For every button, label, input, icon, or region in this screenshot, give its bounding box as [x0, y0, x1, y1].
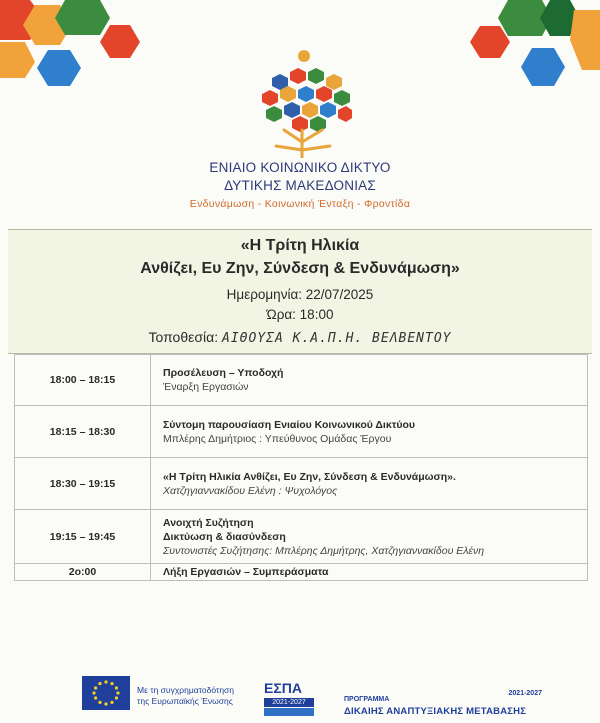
program-name: ΔΙΚΑΙΗΣ ΑΝΑΠΤΥΞΙΑΚΗΣ ΜΕΤΑΒΑΣΗΣ [344, 706, 527, 717]
schedule-description [151, 458, 588, 510]
organization-name-line1: ΕΝΙΑΙΟ ΚΟΙΝΩΝΙΚΟ ΔΙΚΤΥΟ [209, 160, 391, 175]
schedule-title: Λήξη Εργασιών – Συμπεράσματα [163, 566, 329, 578]
schedule-description [151, 355, 588, 406]
table-row [15, 458, 588, 510]
table-row [15, 406, 588, 458]
schedule-subtitle: Δικτύωση & διασύνδεση [163, 530, 286, 543]
organization-logo [252, 50, 352, 158]
location-label: Τοποθεσία: [148, 329, 219, 345]
eu-flag-icon [82, 676, 130, 710]
location-value: ΑΙΘΟΥΣΑ Κ.Α.Π.Η. ΒΕΛΒΕΝΤΟΥ [222, 331, 452, 346]
schedule-detail: Μπλέρης Δημήτριος : Υπεύθυνος Ομάδας Έργου [163, 432, 392, 445]
espa-logo [264, 681, 316, 716]
eu-cofunding-line1: Με τη συγχρηματοδότηση [137, 685, 235, 695]
schedule-table [14, 354, 588, 581]
program-label: ΠΡΟΓΡΑΜΜΑ [344, 696, 390, 703]
table-row [15, 510, 588, 564]
program-logo [344, 690, 544, 717]
schedule-detail: Έναρξη Εργασιών [163, 381, 249, 393]
eu-cofunding-line2: της Ευρωπαϊκής Ένωσης [137, 696, 233, 706]
espa-bar [264, 708, 314, 716]
event-date: Ημερομηνία: 22/07/2025 [226, 287, 374, 302]
corner-hexagons-right [470, 0, 600, 90]
schedule-detail: Χατζηγιαννακίδου Ελένη : Ψυχολόγος [163, 484, 338, 497]
schedule-time: 18:15 – 18:30 [15, 406, 151, 458]
schedule-description [151, 564, 588, 581]
event-location [8, 329, 592, 346]
schedule-description [151, 406, 588, 458]
schedule-title: Ανοιχτή Συζήτηση [163, 516, 254, 529]
schedule-title: Σύντομη παρουσίαση Ενιαίου Κοινωνικού Δικτύου [163, 418, 416, 431]
event-time: Ώρα: 18:00 [266, 307, 334, 322]
schedule-title: «Η Τρίτη Ηλικία Ανθίζει, Ευ Ζην, Σύνδεση & Ενδυνάμωση». [163, 470, 456, 483]
table-row [15, 564, 588, 581]
event-title-line1: «Η Τρίτη Ηλικία [240, 237, 360, 254]
corner-hexagons-left [0, 0, 150, 90]
table-row [15, 355, 588, 406]
espa-period: 2021-2027 [264, 698, 314, 707]
schedule-time: 18:30 – 19:15 [15, 458, 151, 510]
schedule-description [151, 510, 588, 564]
organization-name-line2: ΔΥΤΙΚΗΣ ΜΑΚΕΔΟΝΙΑΣ [224, 178, 376, 193]
schedule-time: 19:15 – 19:45 [15, 510, 151, 564]
program-period: 2021-2027 [508, 690, 542, 697]
schedule-time: 18:00 – 18:15 [15, 355, 151, 406]
eu-cofunding-text [137, 685, 234, 707]
event-title-band [8, 229, 592, 354]
schedule-time: 2ο:00 [15, 564, 151, 581]
schedule-title: Προσέλευση – Υποδοχή [163, 367, 284, 379]
organization-tagline: Ενδυνάμωση - Κοινωνική Ένταξη - Φροντίδα [189, 198, 411, 210]
espa-name: ΕΣΠΑ [264, 680, 302, 696]
event-title-line2: Ανθίζει, Ευ Ζην, Σύνδεση & Ενδυνάμωση» [140, 260, 460, 277]
schedule-detail: Συντονιστές Συζήτησης: Μπλέρης Δημήτρης, Χατζηγιαννακίδου Ελένη [163, 544, 485, 557]
